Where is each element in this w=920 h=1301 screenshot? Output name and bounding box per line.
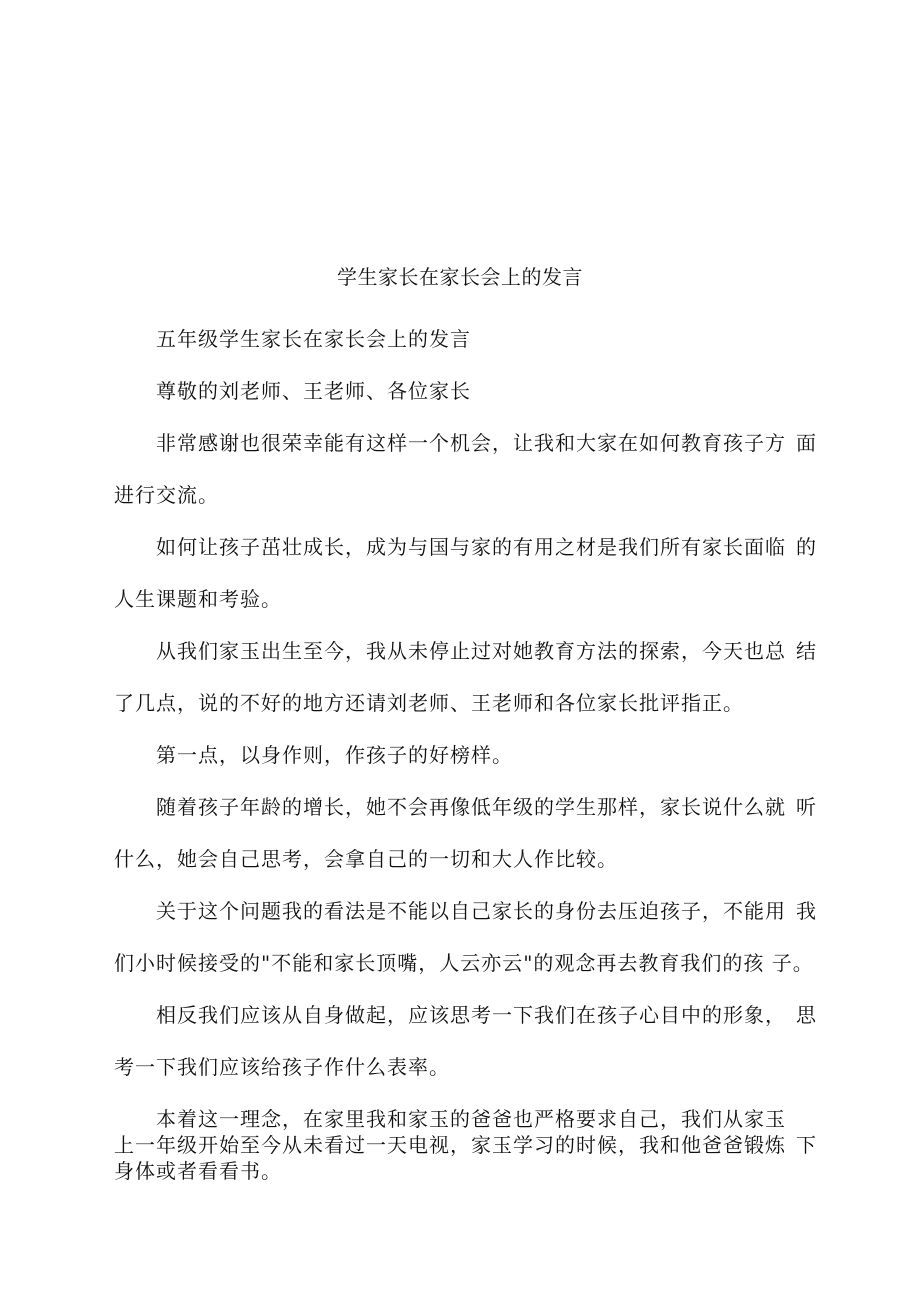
paragraph-3-line-2: 了几点，说的不好的地方还请刘老师、王老师和各位家长批评指正。 [114, 691, 744, 715]
salutation: 尊敬的刘老师、王老师、各位家长 [156, 379, 471, 403]
paragraph-8-line-3: 身体或者看看书。 [114, 1159, 282, 1183]
paragraph-7-line-1: 相反我们应该从自身做起，应该思考一下我们在孩子心目中的形象， [156, 1003, 786, 1027]
paragraph-8-tail: 下 [796, 1133, 816, 1157]
paragraph-5-tail: 听 [796, 795, 816, 819]
paragraph-2-tail: 的 [796, 535, 816, 559]
document-subtitle: 五年级学生家长在家长会上的发言 [156, 327, 471, 351]
paragraph-3-tail: 结 [796, 639, 816, 663]
paragraph-4-line-1: 第一点，以身作则，作孩子的好榜样。 [156, 743, 513, 767]
paragraph-8-line-2: 上一年级开始至今从未看过一天电视，家玉学习的时候，我和他爸爸锻炼 [114, 1133, 786, 1157]
paragraph-2-line-1: 如何让孩子茁壮成长，成为与国与家的有用之材是我们所有家长面临 [156, 535, 786, 559]
paragraph-1-line-2: 进行交流。 [114, 483, 219, 507]
paragraph-2-line-2: 人生课题和考验。 [114, 587, 282, 611]
paragraph-5-line-1: 随着孩子年龄的增长，她不会再像低年级的学生那样，家长说什么就 [156, 795, 786, 819]
paragraph-3-line-1: 从我们家玉出生至今，我从未停止过对她教育方法的探索，今天也总 [156, 639, 786, 663]
paragraph-6-line-2: 们小时候接受的"不能和家长顶嘴，人云亦云"的观念再去教育我们的孩 子。 [114, 951, 814, 975]
paragraph-1-line-1: 非常感谢也很荣幸能有这样一个机会，让我和大家在如何教育孩子方 [156, 431, 786, 455]
paragraph-6-line-1: 关于这个问题我的看法是不能以自己家长的身份去压迫孩子，不能用 [156, 899, 786, 923]
paragraph-7-tail: 思 [796, 1003, 816, 1027]
paragraph-7-line-2: 考一下我们应该给孩子作什么表率。 [114, 1055, 450, 1079]
document-title: 学生家长在家长会上的发言 [337, 265, 583, 289]
paragraph-5-line-2: 什么，她会自己思考，会拿自己的一切和大人作比较。 [114, 847, 618, 871]
paragraph-6-tail: 我 [796, 899, 816, 923]
paragraph-1-tail: 面 [796, 431, 816, 455]
paragraph-8-line-1: 本着这一理念，在家里我和家玉的爸爸也严格要求自己，我们从家玉 [156, 1107, 786, 1131]
